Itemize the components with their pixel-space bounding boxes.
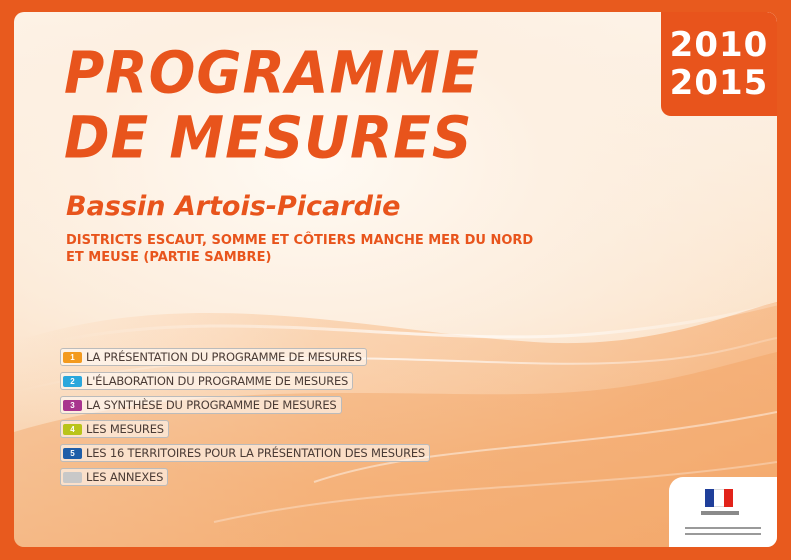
- toc-item-frame: [60, 372, 353, 390]
- logo-wordmark-icon: [701, 511, 739, 515]
- title-line-2: DE MESURES: [64, 104, 473, 172]
- chapter-2-badge: 2: [63, 376, 82, 387]
- end-year: 2015: [669, 63, 769, 103]
- toc-item-mesures[interactable]: [60, 420, 430, 438]
- toc-item-label: LA SYNTHÈSE DU PROGRAMME DE MESURES: [86, 398, 337, 412]
- toc-item-label: LA PRÉSENTATION DU PROGRAMME DE MESURES: [86, 350, 362, 364]
- toc-item-frame: [60, 348, 367, 366]
- districts-line-2: ET MEUSE (PARTIE SAMBRE): [66, 250, 272, 265]
- toc-item-annexes[interactable]: [60, 468, 430, 486]
- french-flag-icon: [705, 489, 733, 507]
- toc-item-label: LES 16 TERRITOIRES POUR LA PRÉSENTATION DES MESURES: [86, 446, 426, 460]
- title-line-1: PROGRAMME: [64, 38, 480, 107]
- toc-item-presentation[interactable]: [60, 348, 430, 366]
- chapter-6-badge: [63, 472, 82, 483]
- toc-item-frame: [60, 420, 169, 438]
- toc-item-label: L'ÉLABORATION DU PROGRAMME DE MESURES: [86, 374, 349, 388]
- toc-item-frame: [60, 468, 168, 486]
- toc-item-elaboration[interactable]: [60, 372, 430, 390]
- toc-item-territoires[interactable]: [60, 444, 430, 462]
- cover-panel: [14, 12, 777, 547]
- logo-caption-line-icon: [685, 527, 761, 529]
- government-logo: [669, 477, 777, 547]
- toc-item-label: LES ANNEXES: [86, 470, 164, 484]
- chapter-4-badge: 4: [63, 424, 82, 435]
- start-year: 2010: [669, 25, 769, 65]
- toc-item-synthese[interactable]: [60, 396, 430, 414]
- page-title: [64, 40, 480, 170]
- basin-subtitle: Bassin Artois-Picardie: [66, 191, 401, 222]
- districts-text: [66, 232, 586, 266]
- toc-item-frame: [60, 396, 342, 414]
- chapter-3-badge: 3: [63, 400, 82, 411]
- toc-item-label: LES MESURES: [86, 422, 164, 436]
- toc-item-frame: [60, 444, 430, 462]
- districts-line-1: DISTRICTS ESCAUT, SOMME ET CÔTIERS MANCHE MER DU NORD: [66, 233, 534, 248]
- chapter-5-badge: 5: [63, 448, 82, 459]
- chapter-1-badge: 1: [63, 352, 82, 363]
- logo-caption-line-icon: [685, 533, 761, 535]
- table-of-contents: [60, 348, 430, 492]
- years-box: [661, 12, 777, 116]
